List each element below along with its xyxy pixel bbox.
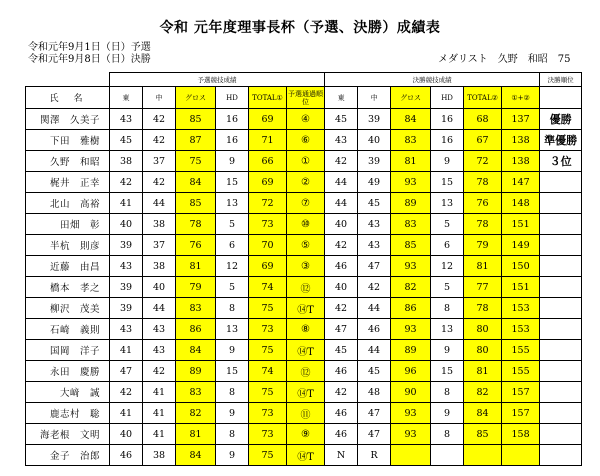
- cell-sum: 151: [502, 214, 540, 235]
- cell-name: 永田 慶勝: [26, 361, 110, 382]
- cell-total2: 77: [464, 277, 502, 298]
- cell-total2: 78: [464, 172, 502, 193]
- cell-total1: 69: [249, 172, 287, 193]
- cell-east: 41: [110, 340, 143, 361]
- cell-gross: 83: [176, 382, 216, 403]
- col-east2: 東: [325, 87, 358, 109]
- cell-gross2: 93: [391, 319, 431, 340]
- cell-gross: 78: [176, 214, 216, 235]
- col-name: 氏 名: [26, 87, 110, 109]
- cell-hd2: 8: [431, 298, 464, 319]
- cell-hd: 8: [216, 424, 249, 445]
- cell-gross2: 83: [391, 214, 431, 235]
- cell-east2: 47: [325, 319, 358, 340]
- cell-hd: 8: [216, 298, 249, 319]
- cell-east2: 43: [325, 130, 358, 151]
- cell-final-rank: [540, 277, 582, 298]
- cell-total1: 66: [249, 151, 287, 172]
- cell-gross: 84: [176, 340, 216, 361]
- group-header-row: [26, 73, 582, 87]
- table-row: [26, 214, 582, 235]
- cell-middle: 42: [143, 361, 176, 382]
- cell-total1: 73: [249, 424, 287, 445]
- cell-total2: 68: [464, 109, 502, 130]
- cell-final-rank: [540, 340, 582, 361]
- cell-hd2: 13: [431, 319, 464, 340]
- cell-gross: 84: [176, 172, 216, 193]
- table-row: [26, 403, 582, 424]
- col-east: 東: [110, 87, 143, 109]
- cell-qual-rank: ⑪: [287, 403, 325, 424]
- cell-east2: N: [325, 445, 358, 466]
- cell-hd2: 9: [431, 151, 464, 172]
- cell-hd: 9: [216, 403, 249, 424]
- cell-gross: 87: [176, 130, 216, 151]
- cell-hd2: 12: [431, 256, 464, 277]
- cell-gross2: 82: [391, 277, 431, 298]
- cell-hd: 5: [216, 214, 249, 235]
- cell-name: 梶井 正幸: [26, 172, 110, 193]
- cell-east2: 45: [325, 109, 358, 130]
- cell-hd: 8: [216, 382, 249, 403]
- cell-gross: 83: [176, 298, 216, 319]
- cell-sum: 150: [502, 256, 540, 277]
- cell-qual-rank: ⑤: [287, 235, 325, 256]
- cell-final-rank: [540, 172, 582, 193]
- cell-middle: 42: [143, 172, 176, 193]
- cell-middle: 40: [143, 277, 176, 298]
- cell-total2: 76: [464, 193, 502, 214]
- cell-hd2: 15: [431, 361, 464, 382]
- cell-total2: 72: [464, 151, 502, 172]
- cell-east2: 42: [325, 382, 358, 403]
- cell-total2: 85: [464, 424, 502, 445]
- cell-total1: 75: [249, 445, 287, 466]
- cell-gross2: 85: [391, 235, 431, 256]
- prelim-date: 令和元年9月1日（日）予選: [28, 42, 151, 53]
- cell-name: 大﨑 誠: [26, 382, 110, 403]
- table-row: [26, 445, 582, 466]
- cell-sum: 149: [502, 235, 540, 256]
- cell-east2: 40: [325, 277, 358, 298]
- cell-name: 北山 高裕: [26, 193, 110, 214]
- cell-gross: 84: [176, 445, 216, 466]
- col-middle: 中: [143, 87, 176, 109]
- cell-gross: 76: [176, 235, 216, 256]
- table-row: [26, 382, 582, 403]
- rank-group-header: 決勝順位: [540, 73, 582, 87]
- cell-east2: 42: [325, 298, 358, 319]
- prelim-group-header: 予選競技成績: [110, 73, 325, 87]
- cell-qual-rank: ⑥: [287, 130, 325, 151]
- table-row: [26, 319, 582, 340]
- table-row: [26, 361, 582, 382]
- results-table: [25, 72, 582, 466]
- cell-total2: 79: [464, 235, 502, 256]
- cell-total1: 69: [249, 256, 287, 277]
- cell-east: 43: [110, 109, 143, 130]
- cell-east2: 45: [325, 340, 358, 361]
- cell-middle: 37: [143, 235, 176, 256]
- cell-sum: 158: [502, 424, 540, 445]
- cell-gross: 85: [176, 193, 216, 214]
- cell-middle2: 39: [358, 151, 391, 172]
- table-row: [26, 130, 582, 151]
- cell-total1: 71: [249, 130, 287, 151]
- cell-sum: 155: [502, 340, 540, 361]
- cell-east2: 44: [325, 193, 358, 214]
- cell-hd: 13: [216, 319, 249, 340]
- cell-name: 海老根 文明: [26, 424, 110, 445]
- cell-hd: 16: [216, 130, 249, 151]
- cell-sum: 137: [502, 109, 540, 130]
- col-total2: TOTAL②: [464, 87, 502, 109]
- cell-sum: 147: [502, 172, 540, 193]
- cell-east: 40: [110, 214, 143, 235]
- cell-final-rank: ３位: [540, 151, 582, 172]
- final-group-header: 決勝競技成績: [325, 73, 540, 87]
- cell-total1: 72: [249, 193, 287, 214]
- cell-hd: 9: [216, 340, 249, 361]
- cell-east2: 46: [325, 361, 358, 382]
- cell-east: 39: [110, 235, 143, 256]
- table-row: [26, 424, 582, 445]
- cell-east: 42: [110, 382, 143, 403]
- cell-total1: 74: [249, 361, 287, 382]
- col-total1: TOTAL①: [249, 87, 287, 109]
- cell-middle2: 43: [358, 214, 391, 235]
- final-date: 令和元年9月8日（日）決勝: [28, 54, 151, 65]
- cell-total1: 70: [249, 235, 287, 256]
- cell-final-rank: [540, 445, 582, 466]
- cell-middle2: 46: [358, 319, 391, 340]
- cell-middle: 42: [143, 109, 176, 130]
- cell-gross2: 89: [391, 340, 431, 361]
- cell-name: 田畑 彰: [26, 214, 110, 235]
- cell-middle2: 47: [358, 256, 391, 277]
- col-hd: HD: [216, 87, 249, 109]
- cell-middle: 41: [143, 403, 176, 424]
- cell-middle: 44: [143, 193, 176, 214]
- cell-hd2: 5: [431, 214, 464, 235]
- table-row: [26, 235, 582, 256]
- cell-east: 40: [110, 424, 143, 445]
- cell-middle2: 42: [358, 277, 391, 298]
- cell-gross2: 96: [391, 361, 431, 382]
- cell-qual-rank: ⑭T: [287, 382, 325, 403]
- cell-hd: 6: [216, 235, 249, 256]
- cell-middle: 44: [143, 298, 176, 319]
- cell-qual-rank: ④: [287, 109, 325, 130]
- cell-gross2: 93: [391, 424, 431, 445]
- cell-qual-rank: ⑫: [287, 361, 325, 382]
- cell-gross: 79: [176, 277, 216, 298]
- cell-total2: 80: [464, 340, 502, 361]
- col-hd2: HD: [431, 87, 464, 109]
- cell-name: 久野 和昭: [26, 151, 110, 172]
- cell-name: 近藤 由昌: [26, 256, 110, 277]
- cell-sum: 148: [502, 193, 540, 214]
- cell-name: 金子 治郎: [26, 445, 110, 466]
- cell-sum: 153: [502, 298, 540, 319]
- cell-name: 半杭 則彦: [26, 235, 110, 256]
- column-header-row: [26, 87, 582, 109]
- cell-name: 下田 雅樹: [26, 130, 110, 151]
- cell-total2: 81: [464, 361, 502, 382]
- cell-name: 鹿志村 聡: [26, 403, 110, 424]
- cell-gross2: 83: [391, 130, 431, 151]
- table-row: [26, 151, 582, 172]
- cell-hd2: 6: [431, 235, 464, 256]
- cell-total2: [464, 445, 502, 466]
- cell-sum: 151: [502, 277, 540, 298]
- cell-name: 国岡 洋子: [26, 340, 110, 361]
- cell-east2: 42: [325, 151, 358, 172]
- cell-total1: 69: [249, 109, 287, 130]
- cell-gross2: 84: [391, 109, 431, 130]
- cell-middle2: 39: [358, 109, 391, 130]
- cell-gross2: 86: [391, 298, 431, 319]
- cell-east2: 46: [325, 256, 358, 277]
- page-title: 令和 元年度理事長杯（予選、決勝）成績表: [159, 20, 441, 36]
- cell-middle2: 44: [358, 298, 391, 319]
- cell-middle2: R: [358, 445, 391, 466]
- cell-middle: 43: [143, 340, 176, 361]
- cell-total2: 84: [464, 403, 502, 424]
- cell-middle2: 49: [358, 172, 391, 193]
- cell-east2: 42: [325, 235, 358, 256]
- cell-hd: 5: [216, 277, 249, 298]
- cell-middle2: 48: [358, 382, 391, 403]
- cell-middle: 38: [143, 214, 176, 235]
- cell-east: 39: [110, 298, 143, 319]
- cell-hd2: 16: [431, 130, 464, 151]
- cell-sum: 157: [502, 382, 540, 403]
- table-row: [26, 256, 582, 277]
- cell-middle: 38: [143, 256, 176, 277]
- cell-hd2: 15: [431, 172, 464, 193]
- cell-total1: 73: [249, 214, 287, 235]
- table-row: [26, 172, 582, 193]
- cell-total1: 75: [249, 340, 287, 361]
- cell-gross2: 93: [391, 403, 431, 424]
- cell-sum: 153: [502, 319, 540, 340]
- cell-east: 47: [110, 361, 143, 382]
- cell-qual-rank: ⑦: [287, 193, 325, 214]
- cell-total2: 80: [464, 319, 502, 340]
- cell-middle: 42: [143, 130, 176, 151]
- cell-gross: 81: [176, 424, 216, 445]
- cell-sum: 138: [502, 151, 540, 172]
- cell-east: 41: [110, 403, 143, 424]
- cell-gross2: 81: [391, 151, 431, 172]
- col-qual-rank: 予選通過順位: [287, 87, 325, 109]
- cell-name: 石崎 義則: [26, 319, 110, 340]
- cell-total2: 78: [464, 298, 502, 319]
- cell-total1: 73: [249, 319, 287, 340]
- cell-qual-rank: ⑭T: [287, 298, 325, 319]
- cell-final-rank: [540, 424, 582, 445]
- cell-gross: 82: [176, 403, 216, 424]
- cell-middle2: 43: [358, 235, 391, 256]
- cell-qual-rank: ③: [287, 256, 325, 277]
- table-row: [26, 340, 582, 361]
- cell-hd2: 5: [431, 277, 464, 298]
- cell-east: 43: [110, 319, 143, 340]
- cell-hd: 12: [216, 256, 249, 277]
- cell-name: 橋本 孝之: [26, 277, 110, 298]
- col-gross2: グロス: [391, 87, 431, 109]
- cell-gross2: 93: [391, 172, 431, 193]
- cell-total2: 78: [464, 214, 502, 235]
- cell-final-rank: [540, 298, 582, 319]
- cell-qual-rank: ⑩: [287, 214, 325, 235]
- cell-qual-rank: ⑧: [287, 319, 325, 340]
- cell-east: 41: [110, 193, 143, 214]
- cell-hd: 15: [216, 172, 249, 193]
- cell-east: 43: [110, 256, 143, 277]
- col-sum: ①+②: [502, 87, 540, 109]
- cell-final-rank: [540, 382, 582, 403]
- cell-qual-rank: ⑭T: [287, 445, 325, 466]
- cell-middle2: 40: [358, 130, 391, 151]
- cell-east: 46: [110, 445, 143, 466]
- cell-hd: 9: [216, 445, 249, 466]
- cell-name: 関澤 久美子: [26, 109, 110, 130]
- table-row: [26, 277, 582, 298]
- cell-east2: 44: [325, 172, 358, 193]
- col-middle2: 中: [358, 87, 391, 109]
- cell-sum: 157: [502, 403, 540, 424]
- cell-gross: 85: [176, 109, 216, 130]
- cell-gross: 75: [176, 151, 216, 172]
- cell-middle2: 45: [358, 361, 391, 382]
- cell-hd2: 16: [431, 109, 464, 130]
- cell-final-rank: 準優勝: [540, 130, 582, 151]
- cell-hd2: 9: [431, 340, 464, 361]
- cell-total2: 81: [464, 256, 502, 277]
- cell-gross2: [391, 445, 431, 466]
- cell-hd2: 9: [431, 403, 464, 424]
- cell-qual-rank: ①: [287, 151, 325, 172]
- col-gross: グロス: [176, 87, 216, 109]
- cell-final-rank: [540, 361, 582, 382]
- cell-east2: 46: [325, 424, 358, 445]
- cell-gross: 81: [176, 256, 216, 277]
- cell-qual-rank: ⑫: [287, 277, 325, 298]
- cell-gross: 89: [176, 361, 216, 382]
- cell-total1: 75: [249, 382, 287, 403]
- cell-total2: 82: [464, 382, 502, 403]
- cell-total2: 67: [464, 130, 502, 151]
- cell-total1: 75: [249, 298, 287, 319]
- cell-final-rank: [540, 193, 582, 214]
- cell-middle2: 47: [358, 403, 391, 424]
- cell-hd: 15: [216, 361, 249, 382]
- cell-final-rank: [540, 403, 582, 424]
- table-row: [26, 193, 582, 214]
- cell-final-rank: 優勝: [540, 109, 582, 130]
- cell-gross2: 89: [391, 193, 431, 214]
- cell-qual-rank: ⑨: [287, 424, 325, 445]
- cell-hd2: 8: [431, 382, 464, 403]
- cell-sum: 138: [502, 130, 540, 151]
- cell-east2: 46: [325, 403, 358, 424]
- cell-final-rank: [540, 214, 582, 235]
- cell-hd: 16: [216, 109, 249, 130]
- cell-hd2: 13: [431, 193, 464, 214]
- cell-middle: 43: [143, 319, 176, 340]
- cell-gross2: 93: [391, 256, 431, 277]
- table-row: [26, 109, 582, 130]
- cell-sum: [502, 445, 540, 466]
- cell-gross: 86: [176, 319, 216, 340]
- cell-hd: 9: [216, 151, 249, 172]
- cell-east: 45: [110, 130, 143, 151]
- cell-total1: 74: [249, 277, 287, 298]
- cell-hd: 13: [216, 193, 249, 214]
- cell-middle: 38: [143, 445, 176, 466]
- cell-hd2: 8: [431, 424, 464, 445]
- cell-hd2: [431, 445, 464, 466]
- cell-middle2: 47: [358, 424, 391, 445]
- cell-gross2: 90: [391, 382, 431, 403]
- cell-total1: 73: [249, 403, 287, 424]
- cell-middle2: 45: [358, 193, 391, 214]
- medalist-note: メダリスト 久野 和昭 75: [438, 54, 571, 65]
- table-row: [26, 298, 582, 319]
- cell-east: 42: [110, 172, 143, 193]
- cell-final-rank: [540, 235, 582, 256]
- cell-east: 39: [110, 277, 143, 298]
- cell-name: 柳沢 茂美: [26, 298, 110, 319]
- cell-qual-rank: ⑭T: [287, 340, 325, 361]
- cell-middle: 41: [143, 382, 176, 403]
- cell-final-rank: [540, 256, 582, 277]
- cell-final-rank: [540, 319, 582, 340]
- cell-east2: 40: [325, 214, 358, 235]
- cell-middle: 37: [143, 151, 176, 172]
- cell-qual-rank: ②: [287, 172, 325, 193]
- cell-middle2: 44: [358, 340, 391, 361]
- cell-east: 38: [110, 151, 143, 172]
- cell-middle: 41: [143, 424, 176, 445]
- cell-sum: 155: [502, 361, 540, 382]
